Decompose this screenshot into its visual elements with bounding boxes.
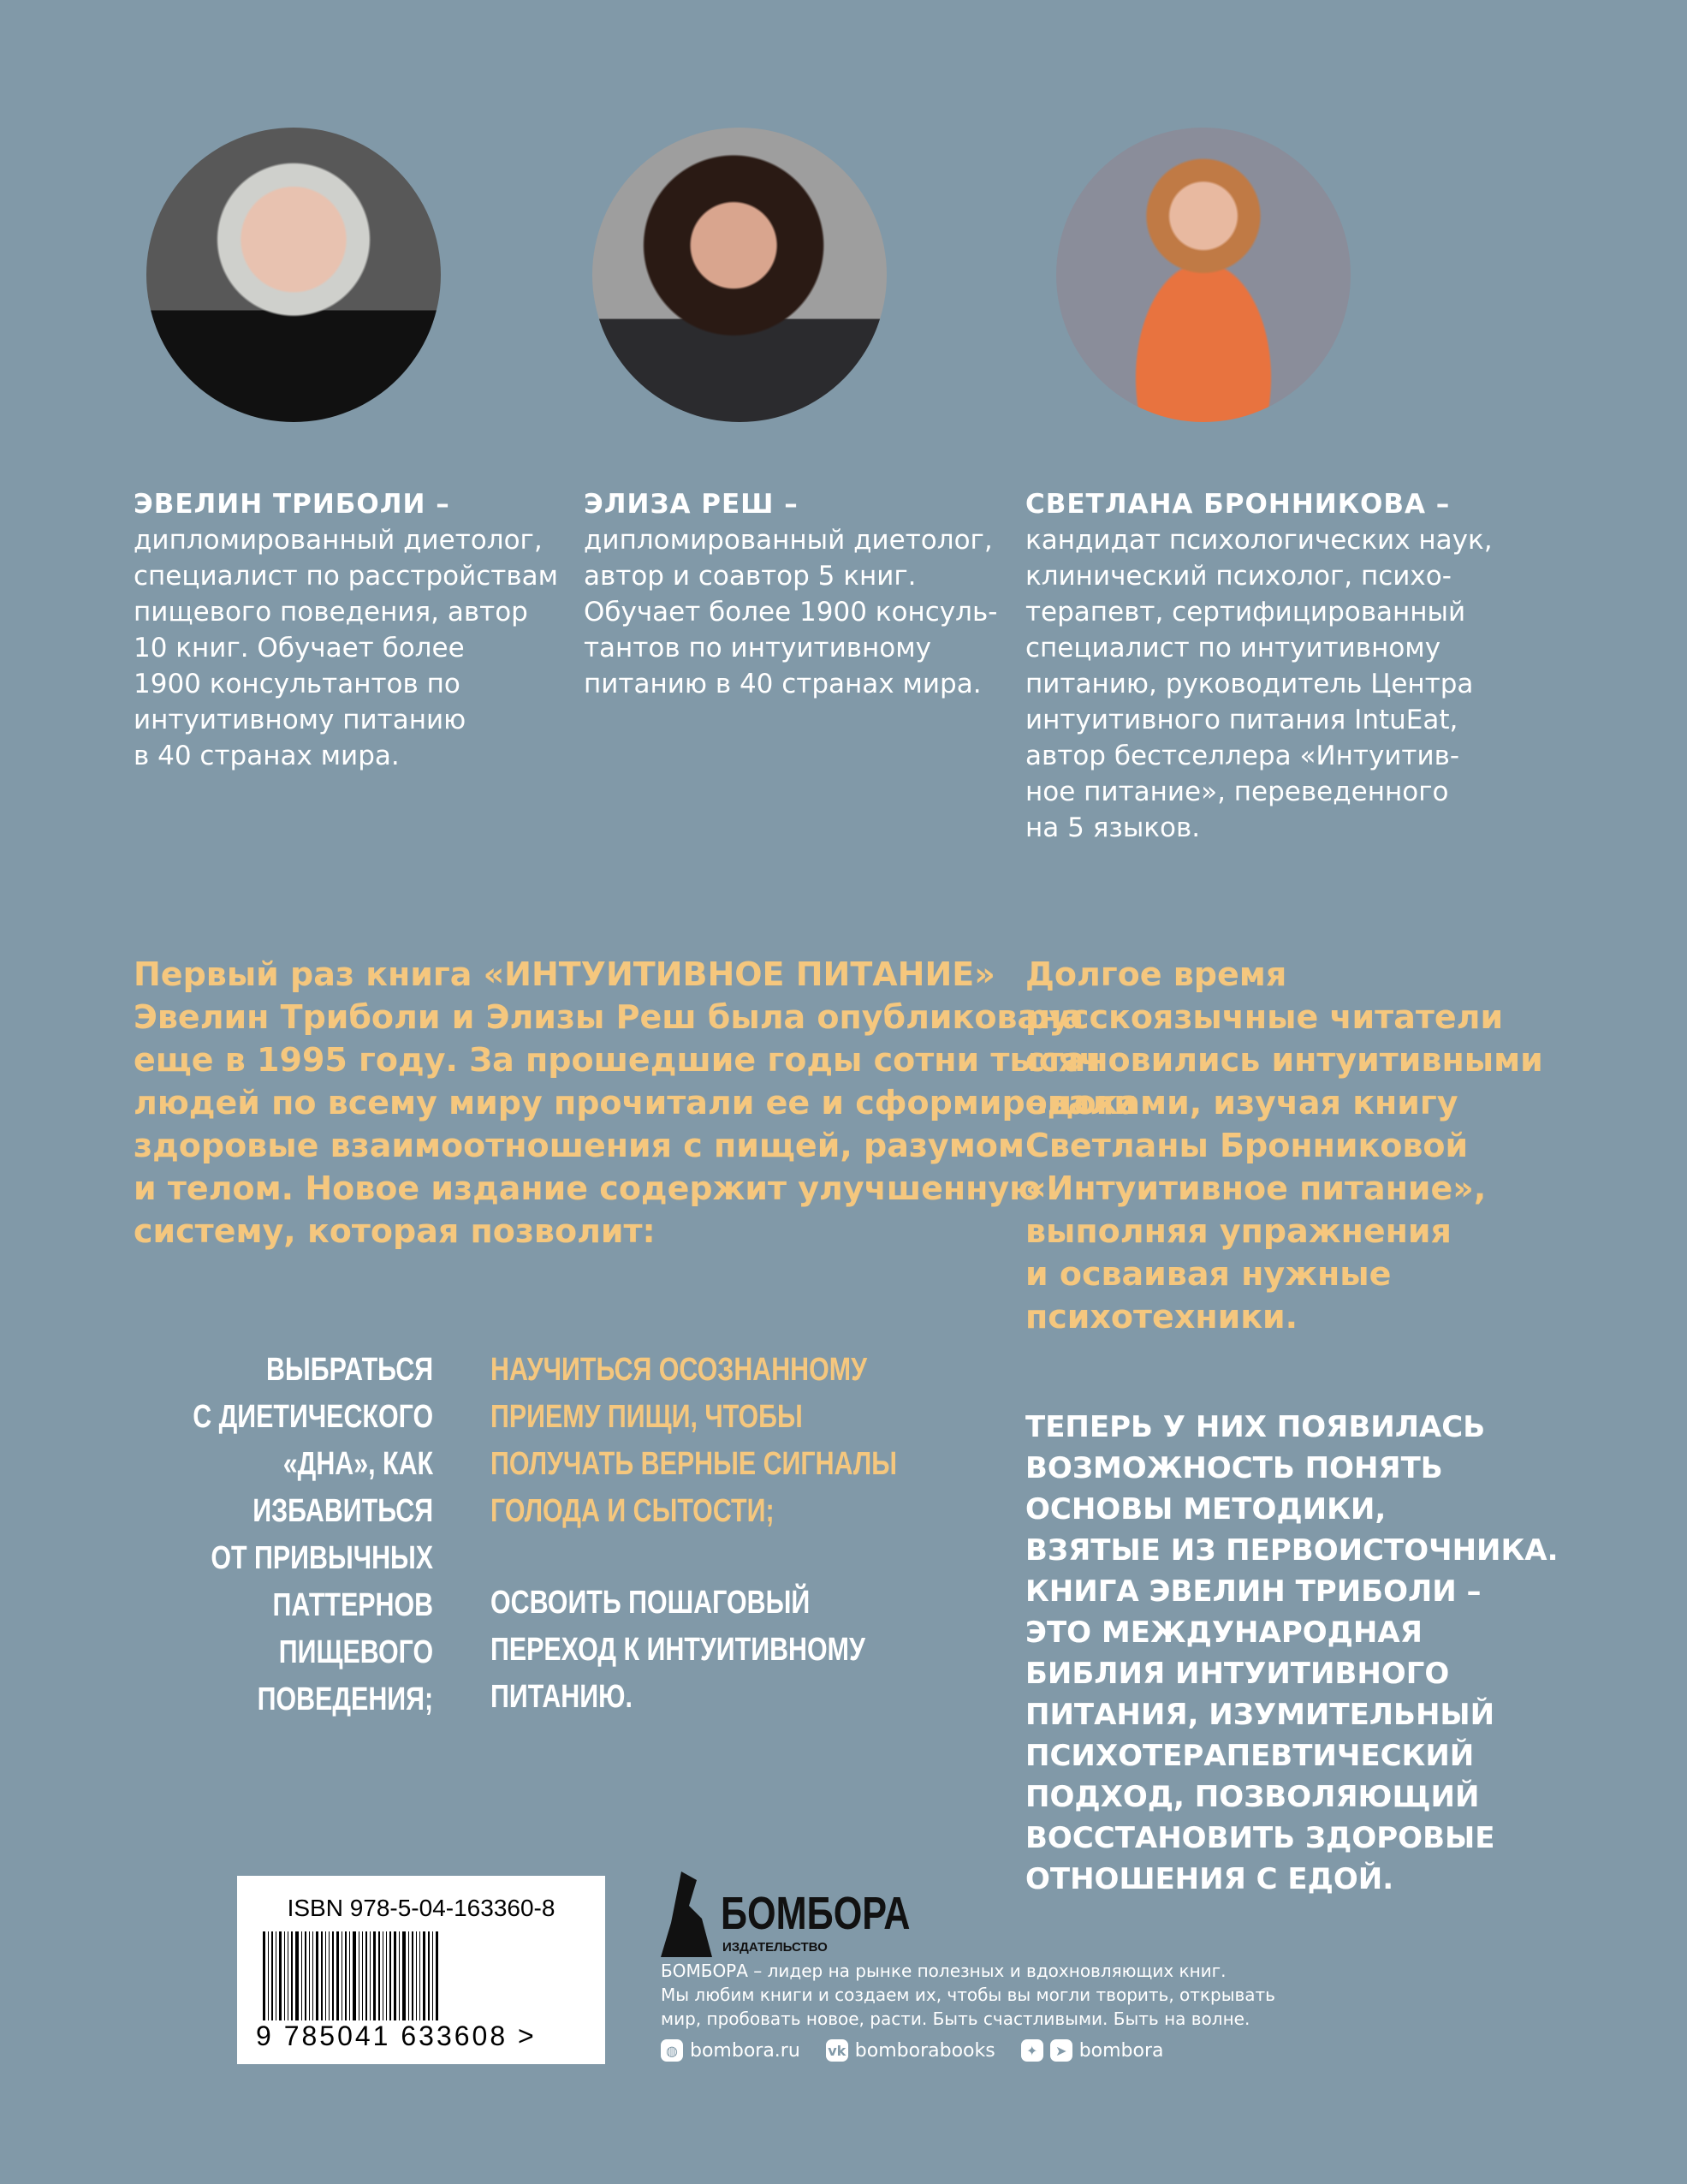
- barcode-bar: [325, 1931, 326, 2034]
- author-name: СВЕТЛАНА БРОННИКОВА –: [1025, 489, 1451, 520]
- barcode-bar: [436, 1931, 438, 2034]
- text-line: ПАТТЕРНОВ: [272, 1587, 433, 1623]
- bio-line: 1900 консультантов по: [134, 669, 460, 699]
- barcode-bar: [291, 1931, 293, 2034]
- barcode-bar: [432, 1931, 433, 2034]
- intro-right: [1025, 953, 1543, 1338]
- bio-line: в 40 странах мира.: [134, 741, 400, 771]
- text-line: ОТНОШЕНИЯ С ЕДОЙ.: [1025, 1862, 1394, 1896]
- text-line: ПЕРЕХОД К ИНТУИТИВНОМУ: [490, 1632, 865, 1668]
- text-line: Светланы Бронниковой: [1025, 1127, 1469, 1164]
- text-line: ВОССТАНОВИТЬ ЗДОРОВЫЕ: [1025, 1821, 1495, 1855]
- barcode-bar: [353, 1931, 356, 2034]
- author-bio: [1025, 486, 1493, 846]
- text-line: ОТ ПРИВЫЧНЫХ: [211, 1540, 433, 1576]
- isbn-text: ISBN 978-5-04-163360-8: [287, 1895, 555, 1921]
- barcode-bar: [345, 1931, 347, 2034]
- text-line: становились интуитивными: [1025, 1041, 1543, 1079]
- author-photo-resch: [592, 128, 887, 422]
- barcode-bar: [389, 1931, 391, 2034]
- author-name: ЭЛИЗА РЕШ –: [584, 489, 799, 520]
- text-line: ПРИЕМУ ПИЩИ, ЧТОБЫ: [490, 1399, 803, 1435]
- text-line: людей по всему миру прочитали ее и сформировали: [134, 1084, 1137, 1122]
- bio-line: терапевт, сертифицированный: [1025, 597, 1466, 628]
- text-line: едоками, изучая книгу: [1025, 1084, 1458, 1122]
- text-line: психотехники.: [1025, 1298, 1298, 1336]
- text-line: русскоязычные читатели: [1025, 998, 1504, 1036]
- bio-line: автор и соавтор 5 книг.: [584, 561, 917, 592]
- bio-line: питанию в 40 странах мира.: [584, 669, 982, 699]
- bio-line: дипломированный диетолог,: [584, 525, 993, 556]
- closing-text: [1025, 1407, 1559, 1900]
- text-line: ПОВЕДЕНИЯ;: [257, 1681, 433, 1717]
- barcode-bar: [419, 1931, 420, 2034]
- social-label: bombora.ru: [690, 2039, 800, 2062]
- barcode-bar: [370, 1931, 371, 2034]
- text-line: ПСИХОТЕРАПЕВТИЧЕСКИЙ: [1025, 1739, 1475, 1773]
- text-line: мир, пробовать новое, расти. Быть счастливыми. Быть на волне.: [661, 2008, 1250, 2029]
- benefits-right-2: [490, 1580, 865, 1721]
- barcode-bar: [378, 1931, 380, 2034]
- publisher-sub: ИЗДАТЕЛЬСТВО: [722, 1940, 828, 1955]
- text-line: НАУЧИТЬСЯ ОСОЗНАННОМУ: [490, 1352, 868, 1388]
- barcode-bar: [402, 1931, 406, 2034]
- text-line: ПОДХОД, ПОЗВОЛЯЮЩИЙ: [1025, 1780, 1480, 1814]
- barcode-bar: [263, 1931, 265, 2034]
- social-links: [661, 2039, 1164, 2062]
- barcode-bar: [428, 1931, 430, 2034]
- author-bio: [584, 486, 1029, 702]
- author-name: ЭВЕЛИН ТРИБОЛИ –: [134, 489, 450, 520]
- bio-line: питанию, руководитель Центра: [1025, 669, 1474, 699]
- social-label: bomborabooks: [854, 2039, 995, 2062]
- vk-icon: vk: [826, 2039, 848, 2062]
- text-line: Долгое время: [1025, 955, 1287, 993]
- barcode-bar: [408, 1931, 409, 2034]
- telegram-icon: ➤: [1050, 2039, 1072, 2062]
- text-line: ВЗЯТЫЕ ИЗ ПЕРВОИСТОЧНИКА.: [1025, 1533, 1559, 1568]
- text-line: выполняя упражнения: [1025, 1212, 1452, 1250]
- barcode-bar: [349, 1931, 350, 2034]
- publisher-tagline: [661, 1959, 1275, 2031]
- bio-line: пищевого поведения, автор: [134, 597, 528, 628]
- text-line: БОМБОРА – лидер на рынке полезных и вдохновляющих книг.: [661, 1961, 1227, 1981]
- bio-line: ное питание», переведенного: [1025, 777, 1449, 807]
- bio-line: кандидат психологических наук,: [1025, 525, 1493, 556]
- text-line: ОСНОВЫ МЕТОДИКИ,: [1025, 1492, 1387, 1526]
- barcode-bar: [279, 1931, 282, 2034]
- barcode-bar: [373, 1931, 376, 2034]
- barcode-bar: [416, 1931, 417, 2034]
- text-line: ИЗБАВИТЬСЯ: [252, 1493, 433, 1529]
- star-icon: ✦: [1021, 2039, 1043, 2062]
- author-photo-tribole: [146, 128, 441, 422]
- isbn-barcode: [237, 1876, 605, 2064]
- text-line: ПИТАНИЮ.: [490, 1679, 633, 1715]
- barcode-bar: [309, 1931, 310, 2034]
- bio-line: автор бестселлера «Интуитив-: [1025, 741, 1460, 771]
- text-line: ЭТО МЕЖДУНАРОДНАЯ: [1025, 1616, 1423, 1650]
- barcode-bar: [423, 1931, 425, 2034]
- globe-icon: ◍: [661, 2039, 683, 2062]
- text-line: «Интуитивное питание»,: [1025, 1169, 1487, 1207]
- barcode-bar: [399, 1931, 400, 2034]
- bio-line: дипломированный диетолог,: [134, 525, 543, 556]
- text-line: здоровые взаимоотношения с пищей, разумом: [134, 1127, 1025, 1164]
- social-vk[interactable]: [826, 2039, 995, 2062]
- text-line: КНИГА ЭВЕЛИН ТРИБОЛИ –: [1025, 1574, 1482, 1609]
- barcode-bar: [321, 1931, 323, 2034]
- barcode-bar: [295, 1931, 299, 2034]
- benefits-left: [193, 1347, 433, 1723]
- text-line: ГОЛОДА И СЫТОСТИ;: [490, 1493, 775, 1529]
- barcode-bar: [332, 1931, 334, 2034]
- text-line: и осваивая нужные: [1025, 1255, 1392, 1293]
- barcode-bar: [362, 1931, 363, 2034]
- text-line: ОСВОИТЬ ПОШАГОВЫЙ: [490, 1585, 811, 1621]
- social-telegram[interactable]: [1021, 2039, 1164, 2062]
- author-bio: [134, 486, 579, 774]
- text-line: еще в 1995 году. За прошедшие годы сотни тысяч: [134, 1041, 1102, 1079]
- text-line: БИБЛИЯ ИНТУИТИВНОГО: [1025, 1657, 1450, 1691]
- author-photo-bronnikova: [1056, 128, 1351, 422]
- barcode-bar: [336, 1931, 339, 2034]
- bio-line: 10 книг. Обучает более: [134, 633, 465, 664]
- barcode-bar: [394, 1931, 396, 2034]
- text-line: Первый раз книга «ИНТУИТИВНОЕ ПИТАНИЕ»: [134, 955, 995, 993]
- bio-line: тантов по интуитивному: [584, 633, 931, 664]
- social-label: bombora: [1078, 2039, 1164, 2062]
- bio-line: интуитивного питания IntuEat,: [1025, 705, 1458, 735]
- text-line: ПИЩЕВОГО: [278, 1634, 433, 1670]
- text-line: С ДИЕТИЧЕСКОГО: [193, 1399, 433, 1435]
- text-line: ПИТАНИЯ, ИЗУМИТЕЛЬНЫЙ: [1025, 1698, 1495, 1732]
- barcode-bar: [305, 1931, 306, 2034]
- text-line: «ДНА», КАК: [282, 1446, 433, 1482]
- bio-line: на 5 языков.: [1025, 812, 1201, 843]
- barcode-bar: [268, 1931, 269, 2034]
- text-line: ПОЛУЧАТЬ ВЕРНЫЕ СИГНАЛЫ: [490, 1446, 897, 1482]
- logo-mark-icon: [661, 1872, 712, 1957]
- barcode-bar: [301, 1931, 302, 2034]
- ean-number: 9 785041 633608 >: [252, 2020, 540, 2052]
- benefits-right-1: [490, 1347, 897, 1535]
- bio-line: Обучает более 1900 консуль-: [584, 597, 998, 628]
- barcode-bars: [263, 1931, 571, 2034]
- barcode-bar: [365, 1931, 367, 2034]
- barcode-bar: [284, 1931, 285, 2034]
- text-line: систему, которая позволит:: [134, 1212, 656, 1250]
- text-line: Эвелин Триболи и Элизы Реш была опубликована: [134, 998, 1084, 1036]
- barcode-bar: [386, 1931, 387, 2034]
- barcode-bar: [312, 1931, 313, 2034]
- barcode-bar: [412, 1931, 413, 2034]
- bio-line: специалист по интуитивному: [1025, 633, 1441, 664]
- publisher-brand: БОМБОРА: [721, 1888, 911, 1939]
- text-line: Мы любим книги и создаем их, чтобы вы могли творить, открывать: [661, 1985, 1275, 2005]
- bio-line: интуитивному питанию: [134, 705, 466, 735]
- bio-line: клинический психолог, психо-: [1025, 561, 1452, 592]
- barcode-bar: [271, 1931, 273, 2034]
- barcode-bar: [316, 1931, 318, 2034]
- text-line: и телом. Новое издание содержит улучшенную: [134, 1169, 1042, 1207]
- text-line: ВЫБРАТЬСЯ: [265, 1352, 433, 1388]
- social-website[interactable]: [661, 2039, 800, 2062]
- text-line: ВОЗМОЖНОСТЬ ПОНЯТЬ: [1025, 1451, 1443, 1485]
- text-line: ТЕПЕРЬ У НИХ ПОЯВИЛАСЬ: [1025, 1410, 1486, 1444]
- barcode-bar: [329, 1931, 330, 2034]
- intro-left: [134, 953, 1137, 1253]
- bio-line: специалист по расстройствам: [134, 561, 558, 592]
